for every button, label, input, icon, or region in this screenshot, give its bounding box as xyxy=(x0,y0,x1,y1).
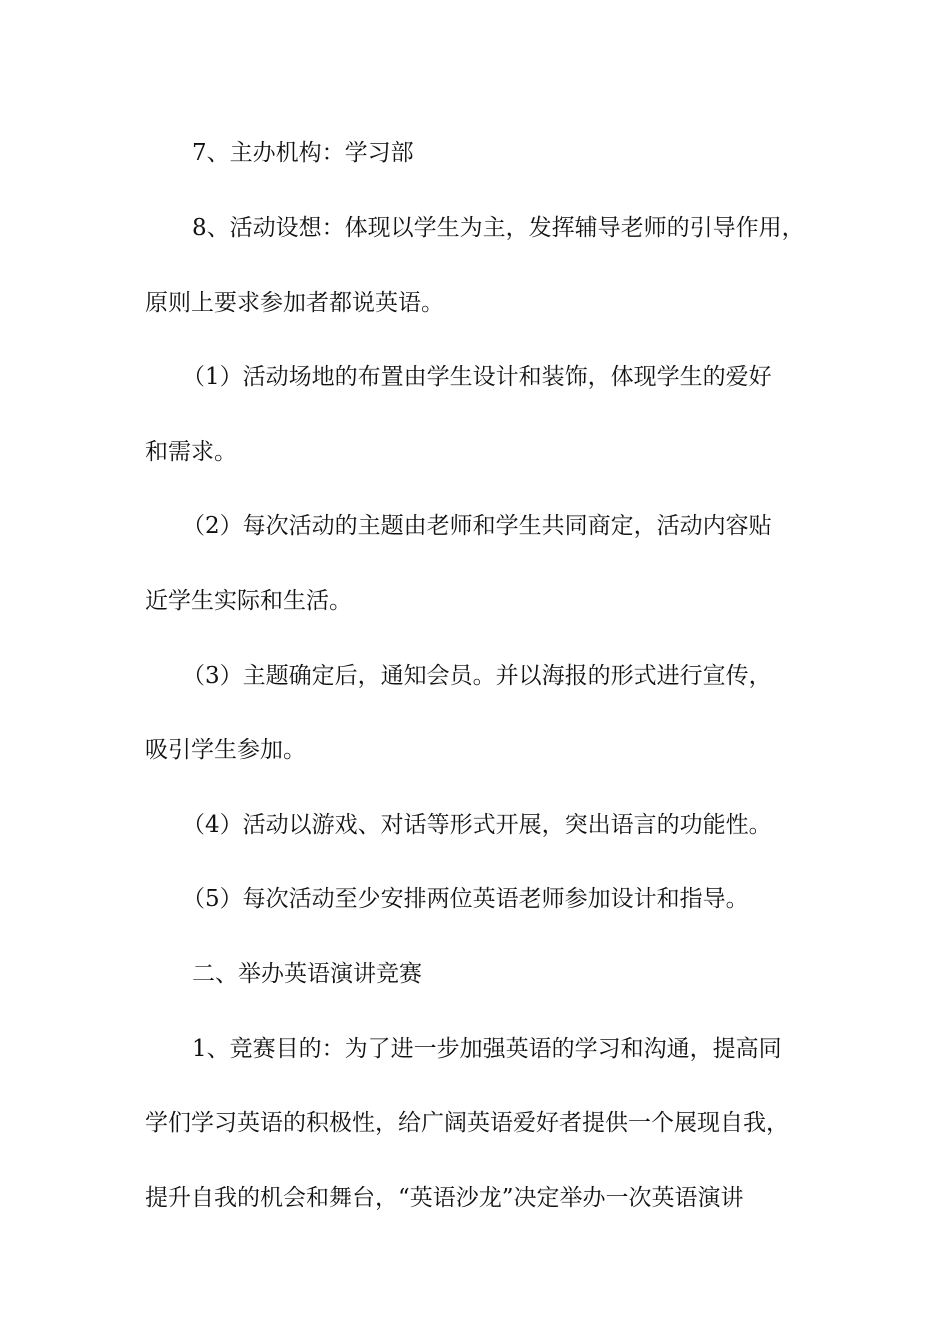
paragraph-line: 8、活动设想：体现以学生为主，发挥辅导老师的引导作用， xyxy=(192,215,805,241)
paragraph-line: 近学生实际和生活。 xyxy=(145,588,352,614)
paragraph-line: （1）活动场地的布置由学生设计和装饰，体现学生的爱好 xyxy=(182,364,772,390)
paragraph-line: （4）活动以游戏、对话等形式开展，突出语言的功能性。 xyxy=(182,812,772,838)
paragraph-line: 和需求。 xyxy=(145,439,237,465)
paragraph-line: 1、竞赛目的：为了进一步加强英语的学习和沟通，提高同 xyxy=(192,1036,782,1062)
paragraph-line: （2）每次活动的主题由老师和学生共同商定，活动内容贴 xyxy=(182,513,772,539)
paragraph-line: （3）主题确定后，通知会员。并以海报的形式进行宣传， xyxy=(182,663,772,689)
paragraph-line: 提升自我的机会和舞台，“英语沙龙”决定举办一次英语演讲 xyxy=(145,1185,744,1211)
paragraph-line: 吸引学生参加。 xyxy=(145,737,306,763)
paragraph-line: （5）每次活动至少安排两位英语老师参加设计和指导。 xyxy=(182,886,749,912)
paragraph-line: 7、主办机构：学习部 xyxy=(192,140,414,166)
paragraph-line: 原则上要求参加者都说英语。 xyxy=(145,290,444,316)
paragraph-line: 学们学习英语的积极性，给广阔英语爱好者提供一个展现自我， xyxy=(145,1110,789,1136)
section-heading: 二、举办英语演讲竞赛 xyxy=(192,961,422,987)
